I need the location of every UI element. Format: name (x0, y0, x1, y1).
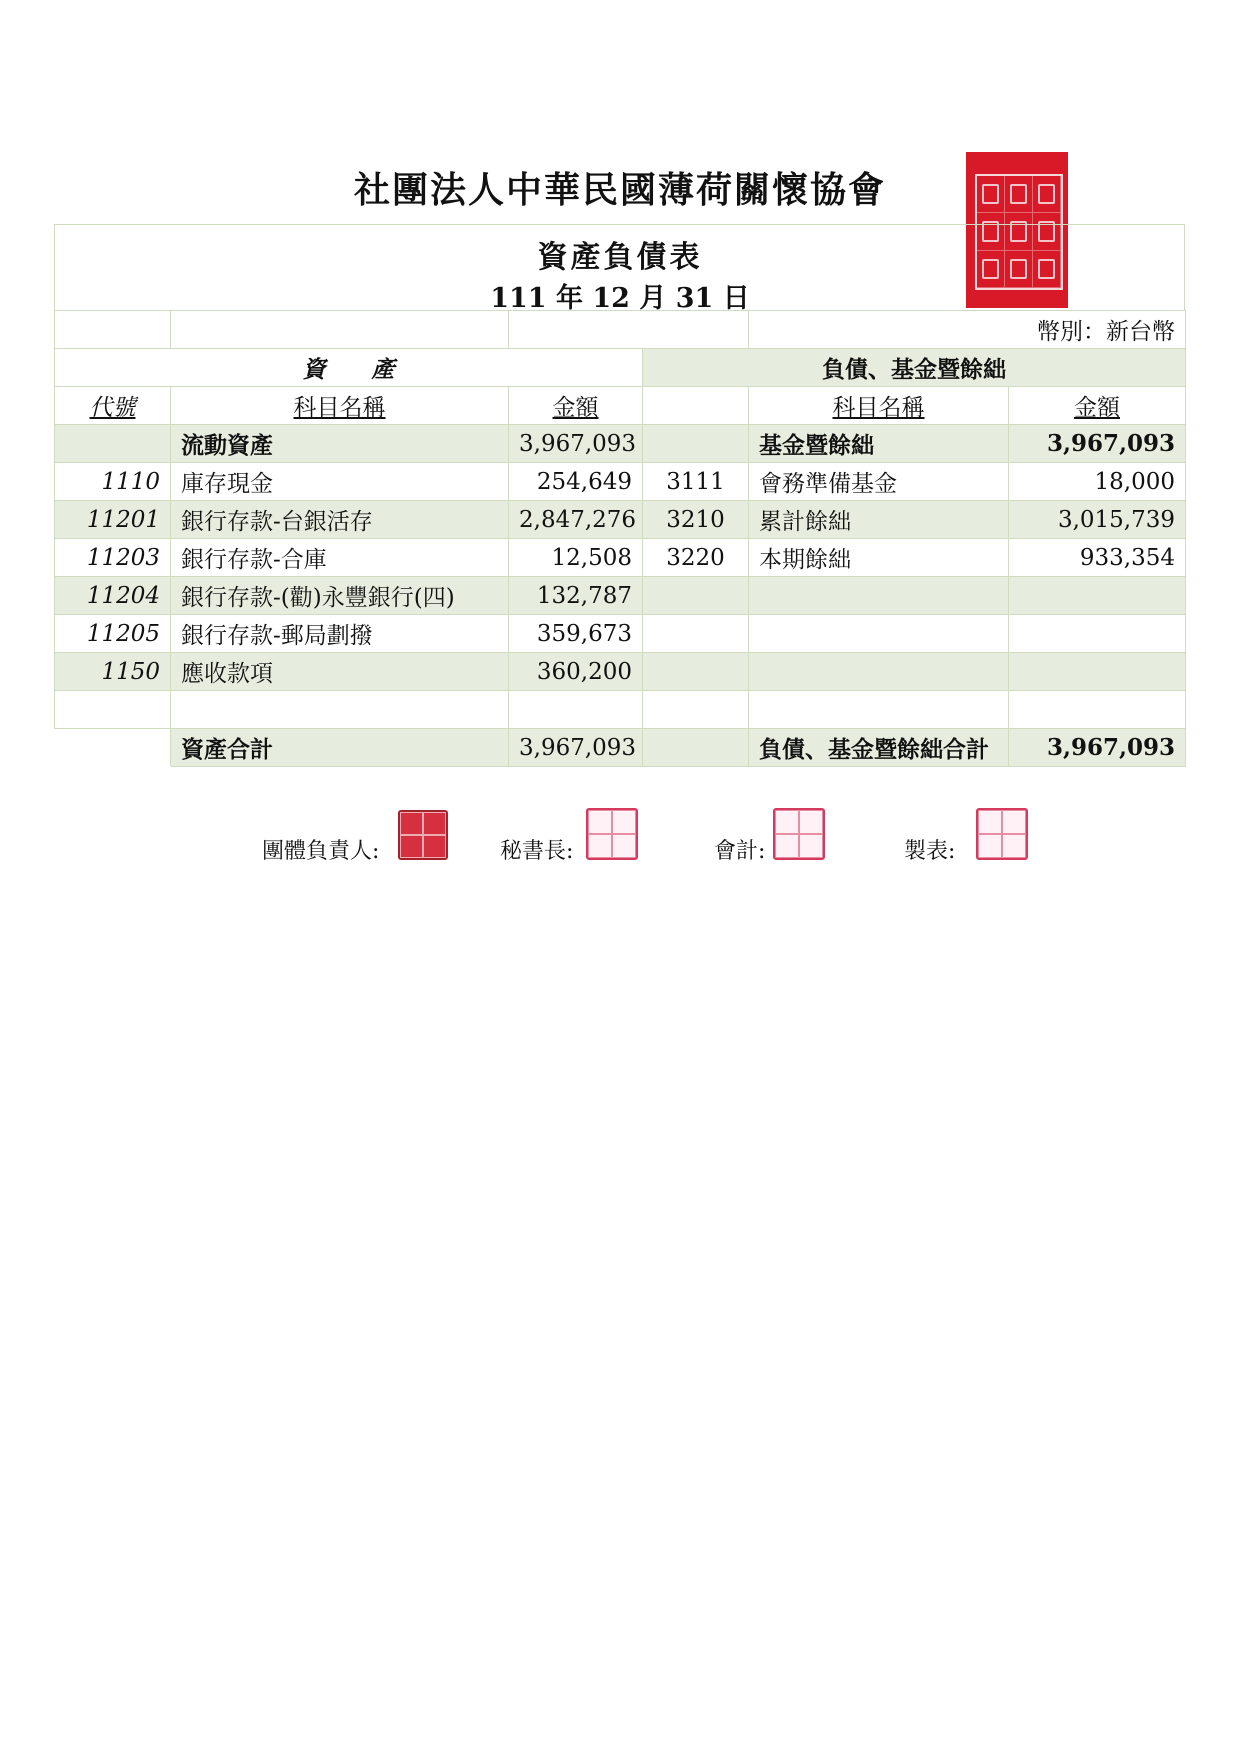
liabilities-total-amount: 3,967,093 (1009, 729, 1186, 767)
leader-signature-label: 團體負責人: (262, 839, 380, 864)
leader-seal-stamp (398, 810, 448, 860)
column-account-name-right: 科目名稱 (832, 395, 925, 421)
organization-title: 社團法人中華民國薄荷關懷協會 (353, 169, 886, 211)
table-row: 11205 銀行存款-郵局劃撥 359,673 (55, 615, 1186, 653)
table-row: 流動資產 3,967,093 基金暨餘絀 3,967,093 (55, 425, 1186, 463)
table-row: 11203 銀行存款-合庫 12,508 3220 本期餘絀 933,354 (55, 539, 1186, 577)
report-title: 資產負債表 (537, 240, 703, 275)
column-header-row (55, 387, 1186, 425)
accountant-seal-stamp (773, 808, 825, 860)
currency-row (55, 311, 1186, 349)
table-row: 11201 銀行存款-台銀活存 2,847,276 3210 累計餘絀 3,015,739 (55, 501, 1186, 539)
signature-line (0, 810, 1240, 870)
assets-total-amount: 3,967,093 (509, 729, 643, 767)
header-frame-line (54, 224, 1184, 225)
currency-note: 幣別：新台幣 (749, 311, 1186, 349)
preparer-signature-label: 製表: (904, 839, 956, 864)
secretary-signature-label: 秘書長: (500, 839, 574, 864)
table-row: 1150 應收款項 360,200 (55, 653, 1186, 691)
assets-section-title: 資 產 (302, 356, 395, 383)
column-amount: 金額 (552, 395, 599, 421)
report-date: 111 年 12 月 31 日 (490, 283, 750, 314)
column-code: 代號 (89, 395, 136, 421)
table-row: 1110 庫存現金 254,649 3111 會務準備基金 18,000 (55, 463, 1186, 501)
column-account-name: 科目名稱 (293, 395, 386, 421)
section-header-row (55, 349, 1186, 387)
assets-total-label: 資產合計 (171, 729, 509, 767)
liabilities-total-label: 負債、基金暨餘絀合計 (749, 729, 1009, 767)
balance-sheet-table (54, 310, 1186, 767)
accountant-signature-label: 會計: (714, 839, 766, 864)
secretary-seal-stamp (586, 808, 638, 860)
liabilities-section-title: 負債、基金暨餘絀 (643, 349, 1186, 387)
column-amount-right: 金額 (1074, 395, 1120, 421)
table-row: 11204 銀行存款-(勸)永豐銀行(四) 132,787 (55, 577, 1186, 615)
totals-row (55, 729, 1186, 767)
table-row (55, 691, 1186, 729)
preparer-seal-stamp (976, 808, 1028, 860)
